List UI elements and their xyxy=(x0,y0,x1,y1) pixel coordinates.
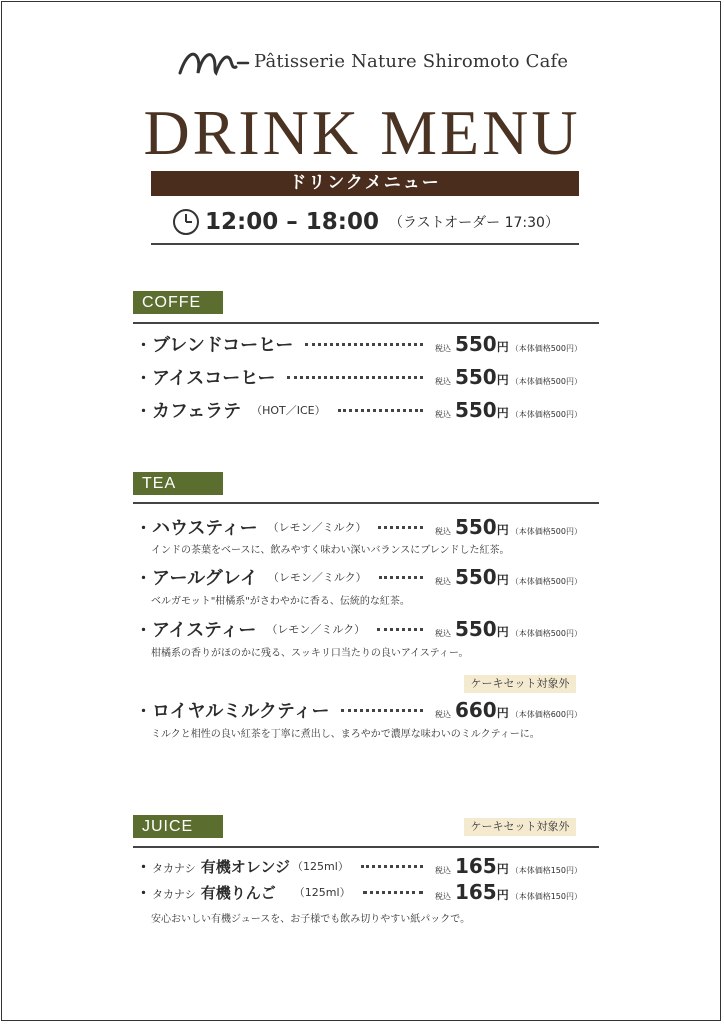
cake-set-excluded-badge: ケーキセット対象外 xyxy=(464,818,576,836)
brand-header xyxy=(176,44,576,78)
item-description: インドの茶葉をベースに、飲みやすく味わい深いバランスにブレンドした紅茶。 xyxy=(151,545,510,556)
page-title: DRINK MENU xyxy=(143,97,581,168)
base-price: （本体価格500円） xyxy=(510,629,582,638)
item-price: 550 xyxy=(454,365,497,389)
bullet: ・ xyxy=(136,620,152,639)
tax-label: 税込 xyxy=(434,527,451,536)
item-option: （HOT／ICE） xyxy=(251,404,326,417)
section-divider-tea xyxy=(133,502,599,504)
clock-icon xyxy=(171,207,201,237)
base-price: （本体価格500円） xyxy=(510,377,582,386)
hours-time: 12:00 – 18:00 xyxy=(205,209,379,235)
item-description: 柑橘系の香りがほのかに残る、スッキリ口当たりの良いアイスティー。 xyxy=(151,648,469,659)
item-name-text: 有機オレンジ xyxy=(200,857,291,876)
dot-leader xyxy=(361,865,423,868)
section-tab-coffee: COFFE xyxy=(133,291,223,314)
price-block xyxy=(435,617,582,641)
base-price: （本体価格500円） xyxy=(510,577,582,586)
item-name xyxy=(152,882,276,903)
yen-label: 円 xyxy=(496,706,509,720)
dot-leader xyxy=(305,343,423,346)
tax-label: 税込 xyxy=(434,410,451,419)
cake-set-excluded-badge: ケーキセット対象外 xyxy=(464,675,576,693)
price-block xyxy=(435,854,582,878)
price-block xyxy=(435,880,582,904)
tax-label: 税込 xyxy=(434,710,451,719)
item-option: （レモン／ミルク） xyxy=(266,623,366,636)
item-price: 660 xyxy=(454,698,497,722)
yen-label: 円 xyxy=(496,523,509,537)
dot-leader xyxy=(341,709,422,712)
menu-item xyxy=(136,564,582,590)
bullet: ・ xyxy=(136,401,152,420)
item-option: （レモン／ミルク） xyxy=(267,571,367,584)
item-name: アールグレイ xyxy=(152,568,258,589)
yen-label: 円 xyxy=(496,625,509,639)
price-block xyxy=(435,398,582,422)
item-price: 550 xyxy=(454,332,497,356)
item-name: アイスコーヒー xyxy=(152,368,276,389)
menu-item xyxy=(136,853,582,879)
menu-item xyxy=(136,331,582,357)
menu-item xyxy=(136,364,582,390)
item-price: 550 xyxy=(454,398,497,422)
bullet: ・ xyxy=(136,518,152,537)
item-name-text: 有機りんご xyxy=(200,883,276,902)
item-name: アイスティー xyxy=(152,620,257,641)
item-price: 550 xyxy=(454,515,497,539)
item-price: 165 xyxy=(454,880,497,904)
item-price: 165 xyxy=(454,854,497,878)
dot-leader xyxy=(363,891,423,894)
item-description: 安心おいしい有機ジュースを、お子様でも飲み切りやすい紙パックで。 xyxy=(151,914,471,925)
base-price: （本体価格500円） xyxy=(510,527,582,536)
price-block xyxy=(435,365,582,389)
item-price: 550 xyxy=(454,565,497,589)
base-price: （本体価格150円） xyxy=(510,866,582,875)
base-price: （本体価格500円） xyxy=(510,410,582,419)
script-m-logo-icon xyxy=(176,45,250,77)
tax-label: 税込 xyxy=(434,344,451,353)
menu-item xyxy=(136,397,582,423)
hours-note: （ラストオーダー 17:30） xyxy=(388,215,559,231)
price-block xyxy=(435,332,582,356)
price-block xyxy=(435,565,582,589)
dot-leader xyxy=(378,526,423,529)
base-price: （本体価格150円） xyxy=(510,892,582,901)
menu-item xyxy=(136,697,582,723)
yen-label: 円 xyxy=(496,406,509,420)
section-divider-coffee xyxy=(133,322,599,324)
bullet: ・ xyxy=(136,568,152,587)
dot-leader xyxy=(338,409,423,412)
item-volume: （125ml） xyxy=(293,886,351,899)
tax-label: 税込 xyxy=(434,377,451,386)
item-description: ミルクと相性の良い紅茶を丁寧に煮出し、まろやかで濃厚な味わいのミルクティーに。 xyxy=(151,729,540,740)
menu-item xyxy=(136,616,582,642)
brand-name: Pâtisserie Nature Shiromoto Cafe xyxy=(254,50,569,72)
item-description: ベルガモット"柑橘系"がさわやかに香る、伝統的な紅茶。 xyxy=(151,596,410,607)
dot-leader xyxy=(377,628,423,631)
section-tab-juice: JUICE xyxy=(133,815,223,838)
dot-leader xyxy=(287,376,422,379)
price-block xyxy=(435,698,582,722)
yen-label: 円 xyxy=(496,373,509,387)
item-price: 550 xyxy=(454,617,497,641)
bullet: ・ xyxy=(136,701,152,720)
item-brand: タカナシ xyxy=(152,861,196,875)
item-option: （レモン／ミルク） xyxy=(267,521,367,534)
base-price: （本体価格600円） xyxy=(510,710,582,719)
bullet: ・ xyxy=(136,857,152,876)
tax-label: 税込 xyxy=(434,892,451,901)
bullet: ・ xyxy=(136,335,152,354)
opening-hours xyxy=(151,204,579,240)
bullet: ・ xyxy=(136,883,152,902)
item-name: ハウスティー xyxy=(152,518,258,539)
yen-label: 円 xyxy=(496,862,509,876)
price-block xyxy=(435,515,582,539)
item-name: ロイヤルミルクティー xyxy=(152,701,330,722)
item-brand: タカナシ xyxy=(152,887,196,901)
bullet: ・ xyxy=(136,368,152,387)
yen-label: 円 xyxy=(496,340,509,354)
menu-item xyxy=(136,514,582,540)
item-volume: （125ml） xyxy=(292,860,349,873)
page-subtitle: ドリンクメニュー xyxy=(151,171,579,196)
section-divider-juice xyxy=(133,846,599,848)
tax-label: 税込 xyxy=(434,629,451,638)
hours-divider xyxy=(151,243,579,245)
section-tab-tea: TEA xyxy=(133,472,223,495)
tax-label: 税込 xyxy=(434,577,451,586)
menu-item xyxy=(136,879,582,905)
item-name: ブレンドコーヒー xyxy=(152,335,294,356)
yen-label: 円 xyxy=(496,573,509,587)
tax-label: 税込 xyxy=(434,866,451,875)
base-price: （本体価格500円） xyxy=(510,344,582,353)
item-name xyxy=(152,856,290,877)
dot-leader xyxy=(379,576,423,579)
item-name: カフェラテ xyxy=(152,401,242,422)
yen-label: 円 xyxy=(496,888,509,902)
